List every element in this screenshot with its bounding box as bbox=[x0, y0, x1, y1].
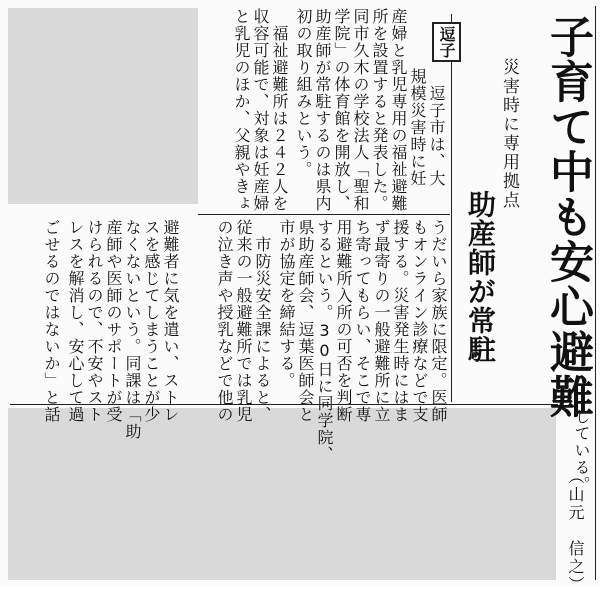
body-text-column: 同市久木の学校法人「聖和 bbox=[351, 8, 370, 212]
body-text-column: 用避難所入所の可否を判断 bbox=[334, 219, 353, 423]
body-text-column: の泣き声や授乳などで他の bbox=[215, 219, 234, 423]
body-text-column: 県助産師会、逗葉医師会と bbox=[296, 219, 315, 423]
body-text-column: なくないという。同課は「助 bbox=[123, 219, 142, 440]
body-text-column: 避難者に気を遣い、ストレ bbox=[161, 219, 180, 423]
continuation-text: している。 bbox=[572, 408, 591, 493]
body-text-column: 所を設置すると発表した。 bbox=[370, 8, 389, 212]
headline-divider bbox=[451, 14, 452, 402]
body-text-column: ち寄ってもらい、そこで専 bbox=[353, 219, 372, 423]
body-text-column: 初の取り組みという。 bbox=[294, 8, 313, 178]
redacted-area-top-left bbox=[8, 8, 198, 204]
body-text-column: と乳児のほか、父親やきょ bbox=[232, 8, 251, 212]
body-text-column: 産婦と乳児専用の福祉避難 bbox=[389, 8, 408, 212]
body-text-column: 援する。災害発生時にはま bbox=[391, 219, 410, 423]
body-text-column: ごせるのではないか」と話 bbox=[42, 219, 61, 423]
body-text-column: 逗子市は、大 bbox=[427, 68, 446, 187]
byline: （山元 信之） bbox=[566, 468, 585, 594]
body-text-column: 産師や医師のサポートが受 bbox=[104, 219, 123, 423]
subheadline: 災害時に専用拠点 bbox=[499, 58, 519, 210]
body-text-column: 市防災安全課によると、 bbox=[253, 219, 272, 423]
body-text-column: 規模災害時に妊 bbox=[408, 68, 427, 187]
body-text-column: もオンライン診療などで支 bbox=[410, 219, 429, 423]
divider-line-upper bbox=[198, 214, 450, 215]
body-text-column: 市が協定を締結する。 bbox=[277, 219, 296, 389]
body-text-column: 福祉避難所は２４２人を bbox=[270, 8, 289, 212]
body-text-column: 従来の一般避難所では乳児 bbox=[234, 219, 253, 423]
body-text-column: 収容可能で、対象は妊産婦 bbox=[251, 8, 270, 212]
body-text-column: スを感じてしまうことが少 bbox=[142, 219, 161, 423]
body-text-column: 学院」の体育館を開放し、 bbox=[332, 8, 351, 212]
location-tag: 逗子 bbox=[432, 22, 461, 62]
body-text-column: 助産師が常駐するのは県内 bbox=[313, 8, 332, 212]
body-text-column: レスを解消し、安心して過 bbox=[66, 219, 85, 423]
body-text-column: うだいら家族に限定。医師 bbox=[429, 219, 448, 423]
headline-secondary: 助産師が常駐 bbox=[464, 190, 497, 364]
headline: 子育て中も安心避難 bbox=[542, 14, 593, 419]
body-text-column: するという。30日に同学院、 bbox=[315, 219, 334, 463]
body-text-column: けられるので、不安やスト bbox=[85, 219, 104, 423]
body-text-column: ず最寄りの一般避難所に立 bbox=[372, 219, 391, 423]
redacted-area-bottom bbox=[8, 408, 556, 580]
